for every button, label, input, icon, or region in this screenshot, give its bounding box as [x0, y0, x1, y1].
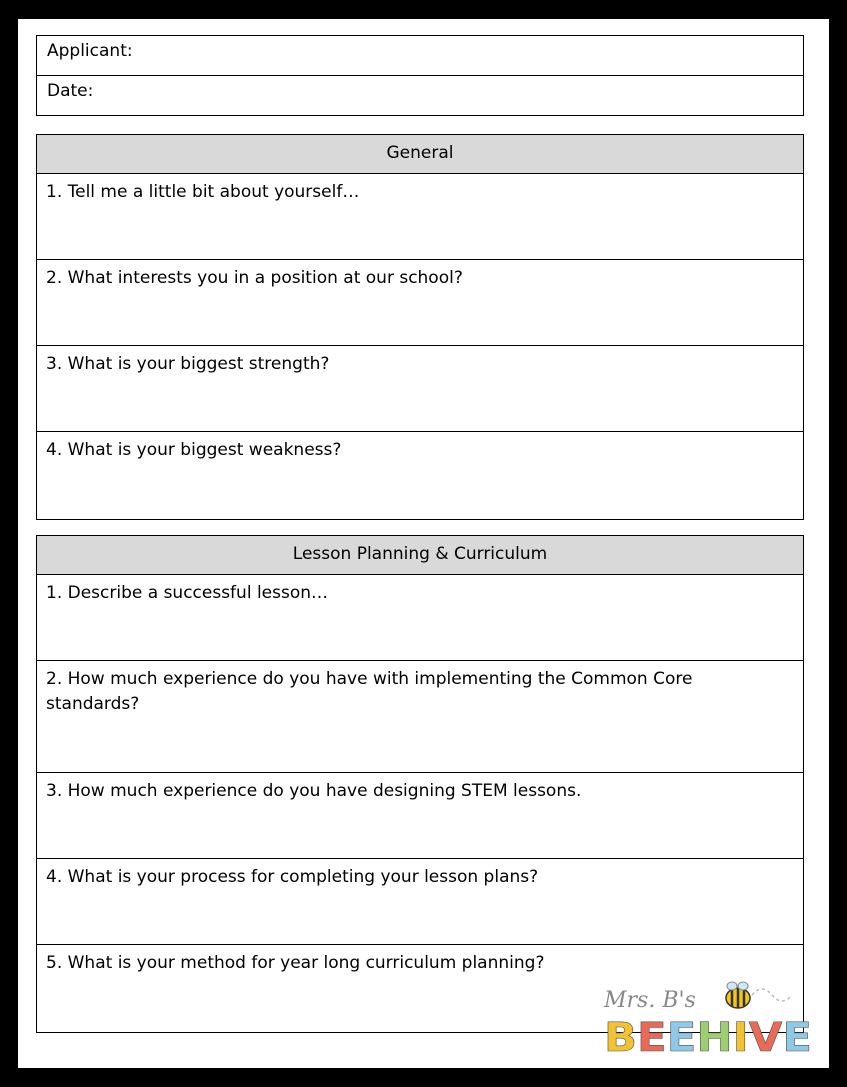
logo-block-letters	[604, 1015, 812, 1057]
question-row[interactable]: 3. What is your biggest strength?	[37, 346, 803, 432]
question-row[interactable]: 5. What is your method for year long curriculum planning?	[46, 953, 545, 973]
question-row[interactable]: 3. How much experience do you have designing STEM lessons.	[37, 773, 803, 859]
logo-script-text: Mrs. B's	[604, 988, 696, 1013]
applicant-info-table	[36, 35, 804, 116]
question-row[interactable]: 4. What is your biggest weakness?	[46, 440, 342, 460]
mrs-bs-beehive-logo	[600, 977, 818, 1057]
general-section	[36, 134, 804, 520]
date-label: Date:	[47, 81, 94, 101]
logo-block-text: BEEHIVE	[604, 1015, 810, 1057]
date-field[interactable]	[37, 76, 803, 116]
question-row[interactable]: 2. How much experience do you have with implementing the Common Core standards?	[37, 661, 803, 773]
question-row[interactable]: 1. Describe a successful lesson…	[37, 575, 803, 661]
question-row[interactable]: 4. What is your process for completing your lesson plans?	[37, 859, 803, 945]
page	[18, 19, 829, 1068]
question-row[interactable]: 1. Tell me a little bit about yourself…	[37, 174, 803, 260]
lesson-planning-section	[36, 535, 804, 1033]
question-row[interactable]: 2. What interests you in a position at our school?	[37, 260, 803, 346]
applicant-field[interactable]	[37, 36, 803, 76]
applicant-label: Applicant:	[47, 41, 133, 61]
general-section-title: General	[37, 135, 803, 174]
bee-icon	[726, 982, 792, 1008]
lesson-section-title: Lesson Planning & Curriculum	[37, 536, 803, 575]
